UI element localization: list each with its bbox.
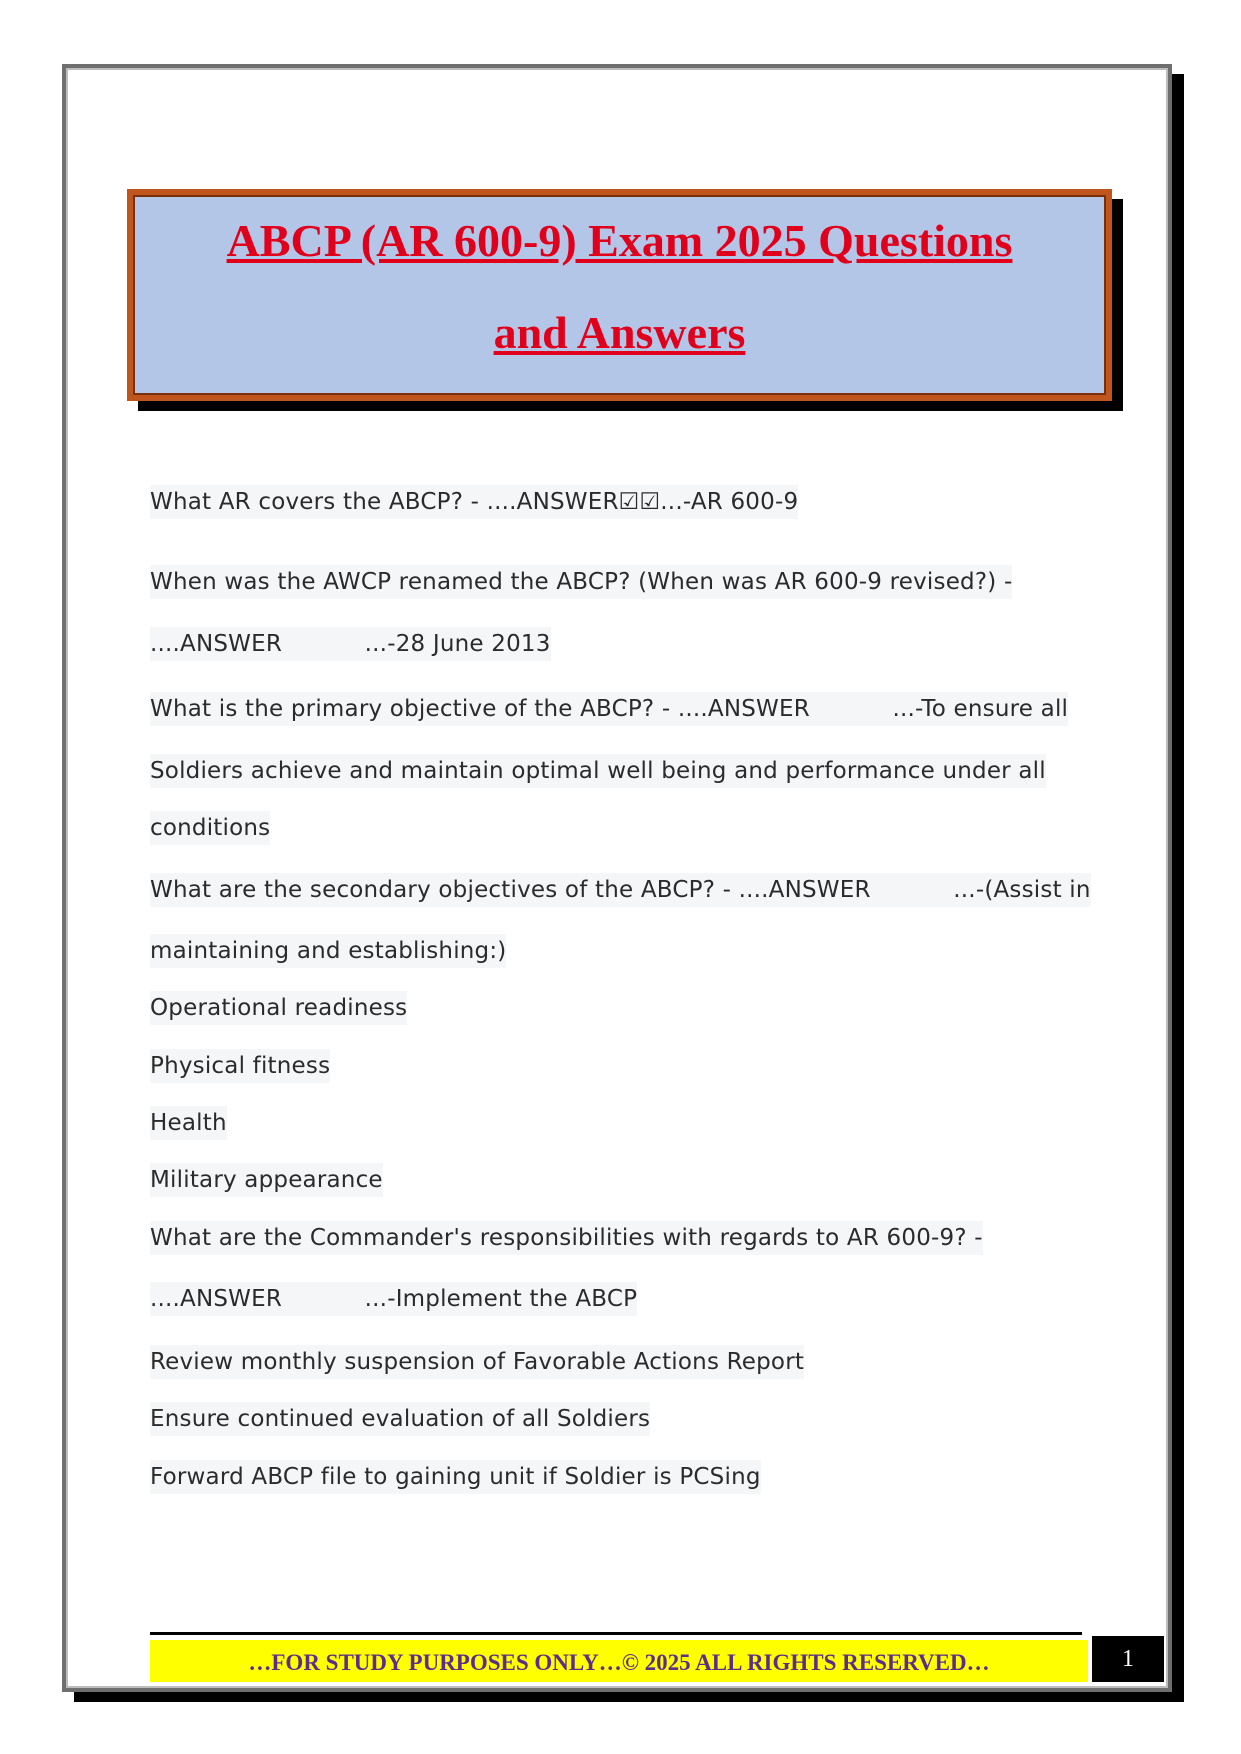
- qa-line: Health: [150, 1106, 227, 1140]
- qa-line: Physical fitness: [150, 1049, 330, 1083]
- qa-line: Review monthly suspension of Favorable Actions Report: [150, 1345, 804, 1379]
- qa-line: What is the primary objective of the ABCP? - ....ANSWER ...-To ensure all: [150, 692, 1068, 726]
- qa-line: Military appearance: [150, 1163, 383, 1197]
- qa-line: What are the Commander's responsibilities with regards to AR 600-9? -: [150, 1221, 983, 1255]
- footer-notice: …FOR STUDY PURPOSES ONLY…© 2025 ALL RIGHTS RESERVED…: [150, 1640, 1088, 1682]
- title-line-1: ABCP (AR 600-9) Exam 2025 Questions: [226, 215, 1013, 266]
- title-box: [127, 189, 1112, 401]
- qa-line: Ensure continued evaluation of all Soldiers: [150, 1402, 650, 1436]
- footer-rule: [150, 1632, 1082, 1635]
- qa-line: What are the secondary objectives of the ABCP? - ....ANSWER ...-(Assist in: [150, 873, 1091, 907]
- qa-line: Operational readiness: [150, 991, 407, 1025]
- qa-line: Soldiers achieve and maintain optimal well being and performance under all: [150, 754, 1046, 788]
- qa-line: When was the AWCP renamed the ABCP? (When was AR 600-9 revised?) -: [150, 565, 1012, 599]
- qa-line: conditions: [150, 811, 270, 845]
- page-number: 1: [1092, 1636, 1164, 1682]
- qa-line: ....ANSWER ...-28 June 2013: [150, 627, 551, 661]
- title-line-2: and Answers: [493, 307, 746, 358]
- qa-line: What AR covers the ABCP? - ....ANSWER☑☑...-AR 600-9: [150, 485, 798, 519]
- qa-line: ....ANSWER ...-Implement the ABCP: [150, 1282, 637, 1316]
- qa-line: maintaining and establishing:): [150, 934, 506, 968]
- qa-line: Forward ABCP file to gaining unit if Soldier is PCSing: [150, 1460, 761, 1494]
